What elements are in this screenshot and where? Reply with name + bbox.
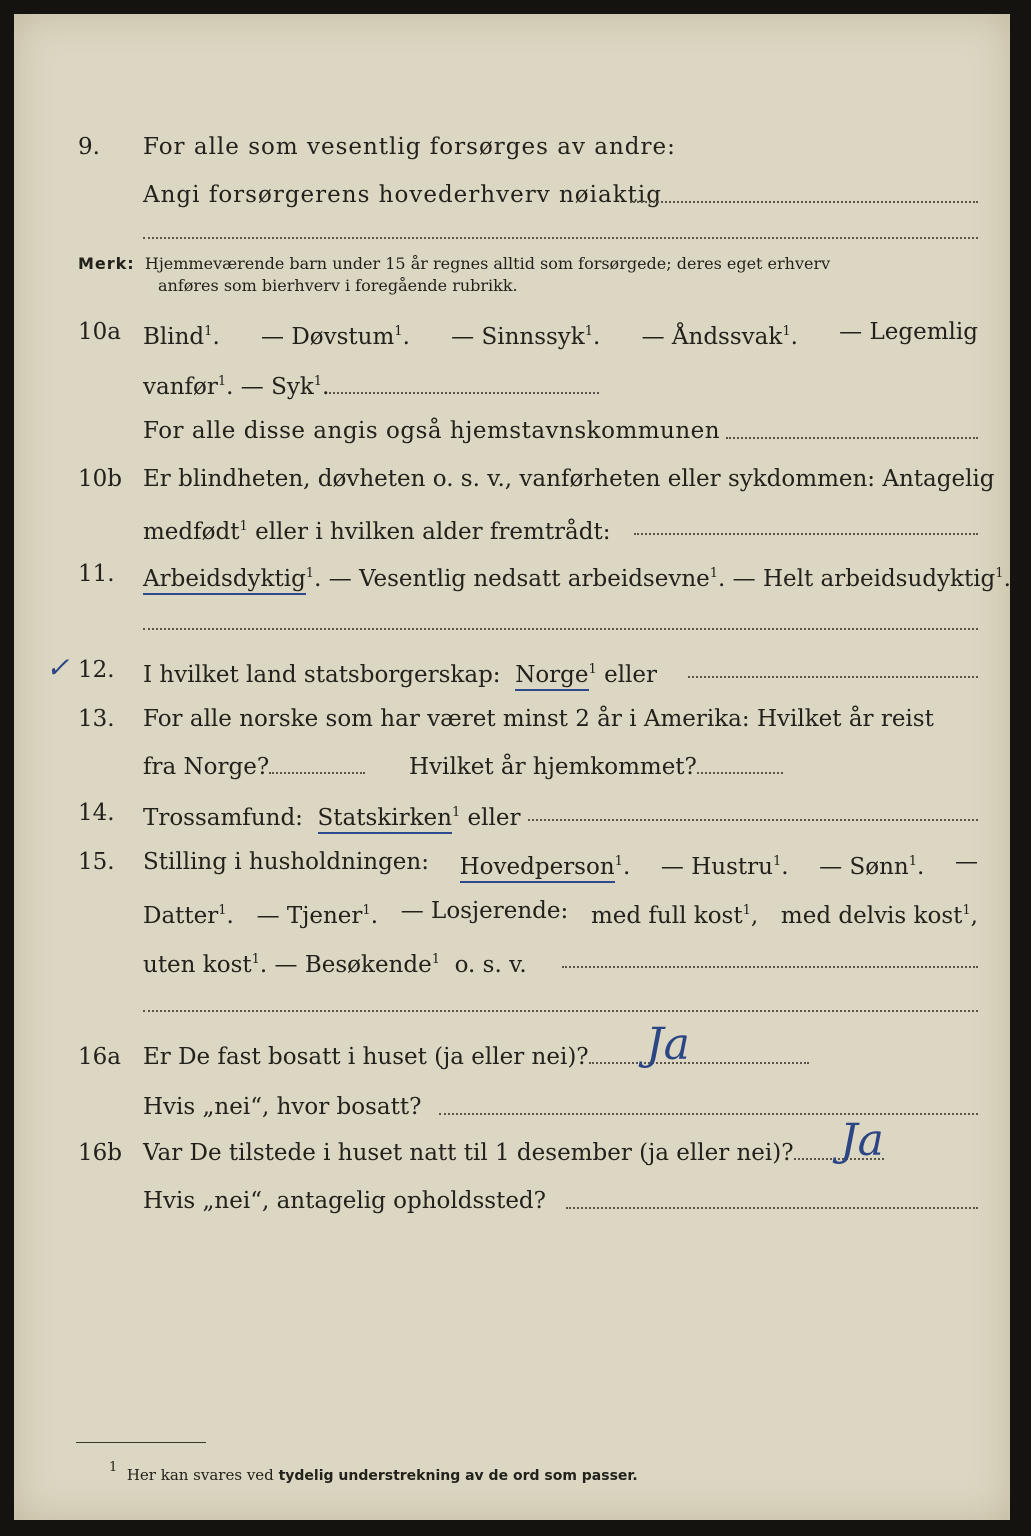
merk-text2: anføres som bierhverv i foregående rubrikk. xyxy=(158,276,518,295)
q15-hovedperson[interactable]: Hovedperson xyxy=(460,854,615,883)
q11-udyktig[interactable]: — Helt arbeidsudyktig xyxy=(732,566,996,592)
q9-answer-field-2[interactable] xyxy=(143,236,978,239)
q13-text1: For alle norske som har været minst 2 år i Amerika: Hvilket år reist xyxy=(143,706,934,732)
q13-hjemkommet-field[interactable] xyxy=(697,771,783,774)
q16b-text2: Hvis „nei“, antagelig opholdssted? xyxy=(143,1188,546,1214)
q15-uten-kost[interactable]: uten kost xyxy=(143,952,252,978)
merk-label: Merk: xyxy=(78,254,135,273)
q9-text1: For alle som vesentlig forsørges av andre: xyxy=(143,134,676,160)
footnote-rule xyxy=(76,1442,206,1443)
q16a-text2: Hvis „nei“, hvor bosatt? xyxy=(143,1094,422,1120)
q14-text: Trossamfund: xyxy=(143,805,303,831)
footnote-text: Her kan svares ved xyxy=(126,1466,274,1484)
q12-country-field[interactable] xyxy=(688,675,978,678)
q16a-handwritten-answer: Ja xyxy=(646,1019,690,1070)
q10a-legemlig[interactable]: — Legemlig xyxy=(839,319,978,345)
q15-number: 15. xyxy=(78,849,115,875)
q15-besokende[interactable]: — Besøkende xyxy=(274,952,432,978)
q13-reist: fra Norge? xyxy=(143,754,270,780)
q12-norge[interactable]: Norge xyxy=(515,662,588,691)
footnote-bold-text: tydelig understrekning av de ord som passer. xyxy=(278,1468,638,1484)
q16b-handwritten-answer: Ja xyxy=(840,1115,884,1166)
q12-check-mark: ✓ xyxy=(46,651,70,684)
merk-note xyxy=(78,253,978,297)
q16a-answer-field[interactable] xyxy=(589,1061,809,1064)
q10a-vanfor[interactable]: vanfør xyxy=(143,374,218,400)
q9-text2: Angi forsørgerens hovederhverv nøiaktig xyxy=(143,182,662,208)
q9-number: 9. xyxy=(78,134,100,160)
q10a-blind[interactable]: Blind xyxy=(143,324,205,350)
q14-number: 14. xyxy=(78,800,115,826)
q10b-medfodt[interactable]: medfødt xyxy=(143,519,240,545)
q10a-syk-field[interactable] xyxy=(329,391,599,394)
q11-arbeidsdyktig[interactable]: Arbeidsdyktig xyxy=(143,566,306,595)
q9-answer-field[interactable] xyxy=(630,200,978,203)
q11-number: 11. xyxy=(78,561,115,587)
q10a-dovstum[interactable]: — Døvstum xyxy=(261,324,395,350)
q15-hustru[interactable]: — Hustru xyxy=(660,854,773,880)
q10a-sinnssyk[interactable]: — Sinnssyk xyxy=(451,324,585,350)
q10b-number: 10b xyxy=(78,466,122,492)
q15-tjener[interactable]: — Tjener xyxy=(256,903,363,929)
q13-hjemkommet: Hvilket år hjemkommet? xyxy=(409,754,697,780)
q10b-text1: Er blindheten, døvheten o. s. v., vanførheten eller sykdommen: Antagelig xyxy=(143,466,995,492)
q12-number: 12. xyxy=(78,657,115,683)
q15-full-kost[interactable]: med full kost xyxy=(590,903,743,929)
q15-text: Stilling i husholdningen: xyxy=(143,849,429,875)
q15-delvis-kost[interactable]: med delvis kost xyxy=(780,903,963,929)
q15-sonn[interactable]: — Sønn xyxy=(819,854,909,880)
q16b-text1: Var De tilstede i huset natt til 1 desember (ja eller nei)? xyxy=(143,1140,794,1166)
q15-extra-field[interactable] xyxy=(143,1009,978,1012)
q14-statskirken[interactable]: Statskirken xyxy=(318,805,452,834)
q15-datter[interactable]: Datter xyxy=(143,903,219,929)
q10a-text3: For alle disse angis også hjemstavnskommunen xyxy=(143,418,721,444)
q16a-bosatt-field[interactable] xyxy=(439,1112,978,1115)
footnote-mark: 1 xyxy=(109,1460,118,1475)
q10a-syk[interactable]: — Syk xyxy=(240,374,314,400)
q10a-andssvak[interactable]: — Åndssvak xyxy=(641,324,783,350)
merk-text1: Hjemmeværende barn under 15 år regnes alltid som forsørgede; deres eget erhverv xyxy=(144,254,831,273)
q14-trossamfund-field[interactable] xyxy=(528,818,978,821)
q12-text: I hvilket land statsborgerskap: xyxy=(143,662,501,688)
q10b-text2: eller i hvilken alder fremtrådt: xyxy=(255,519,611,545)
q16b-number: 16b xyxy=(78,1140,122,1166)
census-form-page: 9. For alle som vesentlig forsørges av andre: Angi forsørgerens hovederhverv nøiaktig Merk: Hjemmeværende barn under 15 år regnes alltid som forsørgede; deres eget erhverv anføres som bierhverv i foregående rubrikk. 10a Blind$^1$. — Døvstum$^1$. — Sinnssyk$^1$. — Åndssvak$^1$. — Legemlig vanfør$^1$. — Syk$^1$. For alle disse angis også hjemstavnskommunen 10b Er blindheten, døvheten o. s. v., vanførheten eller sykdommen: Antagelig medfødt$^1$ eller i hvilken alder fremtrådt: 11. Arbeidsdyktig$^1$. — Vesentlig nedsatt arbeidsevne$^1$. — Helt arbeidsudyktig$^1$. ✓ 12. I hvilket land statsborgerskap: Norge$^1$ eller 13. For alle norske som har været minst 2 år i Amerika: Hvilket år reist fra Norge? Hvilket år hjemkommet? 14. Trossamfund: Statskirken$^1$ eller 15. Stilling i husholdningen: Hovedperson$^1$. — Hustru$^1$. — Sønn$^1$. — Datter$^1$. — Tjener$^1$. — Losjerende: med full kost$^1$, med delvis kost$^1$, uten kost$^1$. — Besøkende$^1$ o. s. v. 16a Er De fast bosatt i huset (ja eller nei)? Ja Hvis „nei“, hvor bosatt? 16b Var De tilstede i huset natt til 1 desember (ja eller nei)? Ja Hvis „nei“, antagelig opholdssted? 1 Her kan svares ved tydelig understrekning av de ord som passer. xyxy=(14,14,1010,1520)
q16b-opholdssted-field[interactable] xyxy=(566,1206,978,1209)
q16a-text1: Er De fast bosatt i huset (ja eller nei)? xyxy=(143,1044,589,1070)
q13-reist-field[interactable] xyxy=(269,771,365,774)
q13-number: 13. xyxy=(78,706,115,732)
q15-stilling-field[interactable] xyxy=(562,965,978,968)
q12-eller: eller xyxy=(604,662,658,688)
q11-nedsatt[interactable]: — Vesentlig nedsatt arbeidsevne xyxy=(328,566,710,592)
q10a-kommune-field[interactable] xyxy=(726,436,978,439)
q16a-number: 16a xyxy=(78,1044,121,1070)
q14-eller: eller xyxy=(467,805,521,831)
q15-osv: o. s. v. xyxy=(454,952,527,978)
q15-dash: — xyxy=(954,849,978,875)
q15-losjerende: — Losjerende: xyxy=(400,898,569,924)
q10b-alder-field[interactable] xyxy=(634,532,978,535)
q11-extra-field[interactable] xyxy=(143,627,978,630)
q10a-number: 10a xyxy=(78,319,121,345)
footnote xyxy=(109,1460,638,1484)
